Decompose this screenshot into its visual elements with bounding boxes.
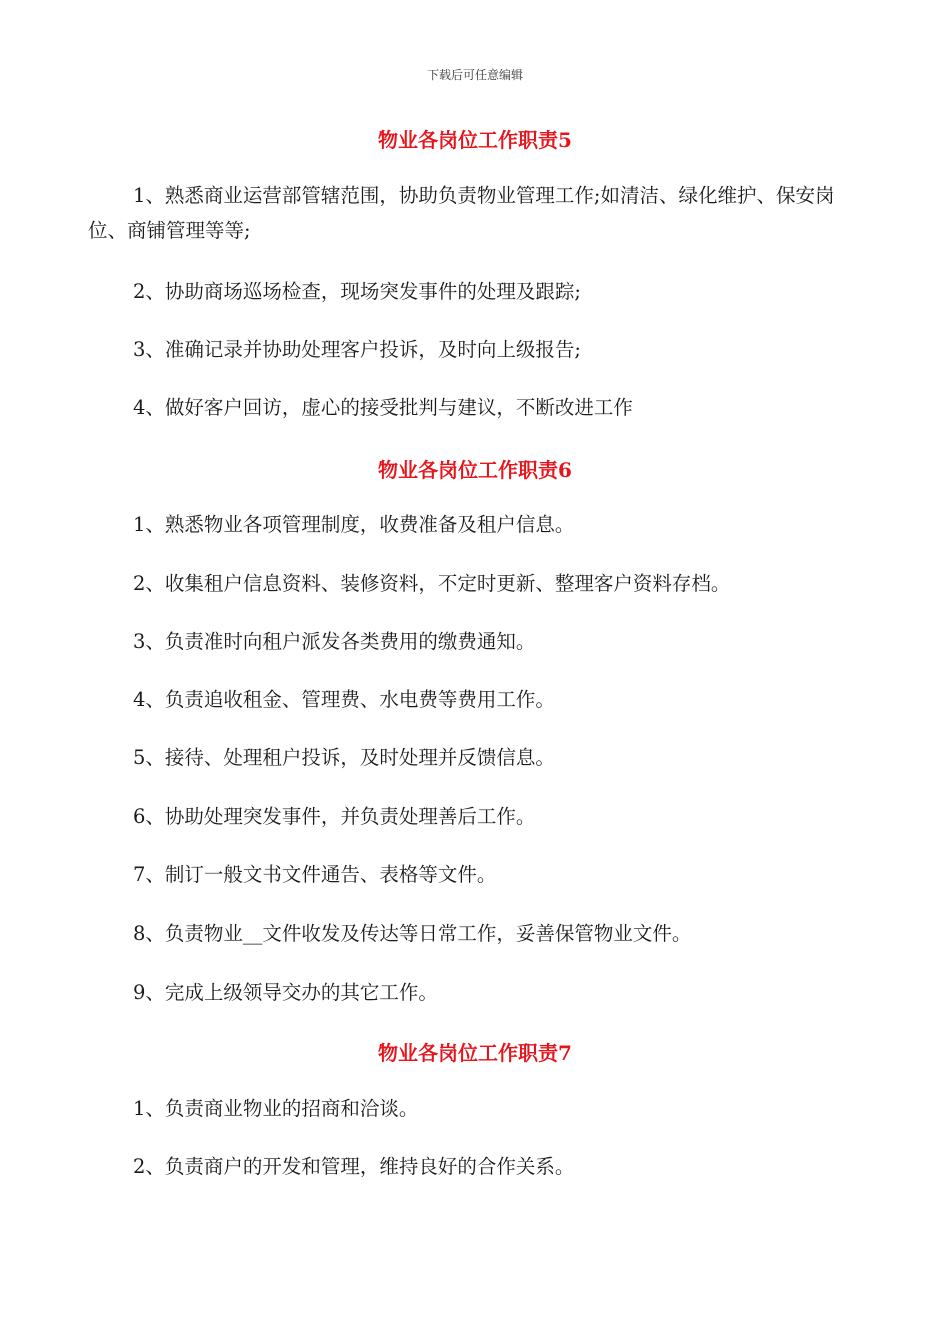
list-item: 3、负责准时向租户派发各类费用的缴费通知。 bbox=[133, 630, 536, 653]
list-item: 4、做好客户回访，虚心的接受批判与建议，不断改进工作 bbox=[133, 396, 633, 419]
list-item: 1、熟悉物业各项管理制度，收费准备及租户信息。 bbox=[133, 513, 575, 536]
list-item: 2、收集租户信息资料、装修资料，不定时更新、整理客户资料存档。 bbox=[133, 572, 731, 595]
list-item: 6、协助处理突发事件，并负责处理善后工作。 bbox=[133, 805, 536, 828]
list-item: 1、熟悉商业运营部管辖范围，协助负责物业管理工作;如清洁、绿化维护、保安岗位、商铺管理等等; bbox=[88, 184, 835, 242]
list-item: 4、负责追收租金、管理费、水电费等费用工作。 bbox=[133, 688, 555, 711]
section-title: 物业各岗位工作职责6 bbox=[378, 458, 572, 482]
header-note: 下载后可任意编辑 bbox=[426, 68, 523, 82]
section-title: 物业各岗位工作职责7 bbox=[378, 1041, 572, 1065]
list-item: 3、准确记录并协助处理客户投诉，及时向上级报告; bbox=[133, 338, 581, 361]
list-item: 9、完成上级领导交办的其它工作。 bbox=[133, 981, 438, 1004]
section-title: 物业各岗位工作职责5 bbox=[378, 128, 572, 152]
list-item: 8、负责物业__文件收发及传达等日常工作，妥善保管物业文件。 bbox=[133, 922, 692, 945]
list-item: 5、接待、处理租户投诉，及时处理并反馈信息。 bbox=[133, 746, 555, 769]
list-item: 2、负责商户的开发和管理，维持良好的合作关系。 bbox=[133, 1155, 575, 1178]
list-item: 7、制订一般文书文件通告、表格等文件。 bbox=[133, 863, 497, 886]
list-item: 2、协助商场巡场检查，现场突发事件的处理及跟踪; bbox=[133, 280, 581, 303]
list-item: 1、负责商业物业的招商和洽谈。 bbox=[133, 1097, 419, 1120]
